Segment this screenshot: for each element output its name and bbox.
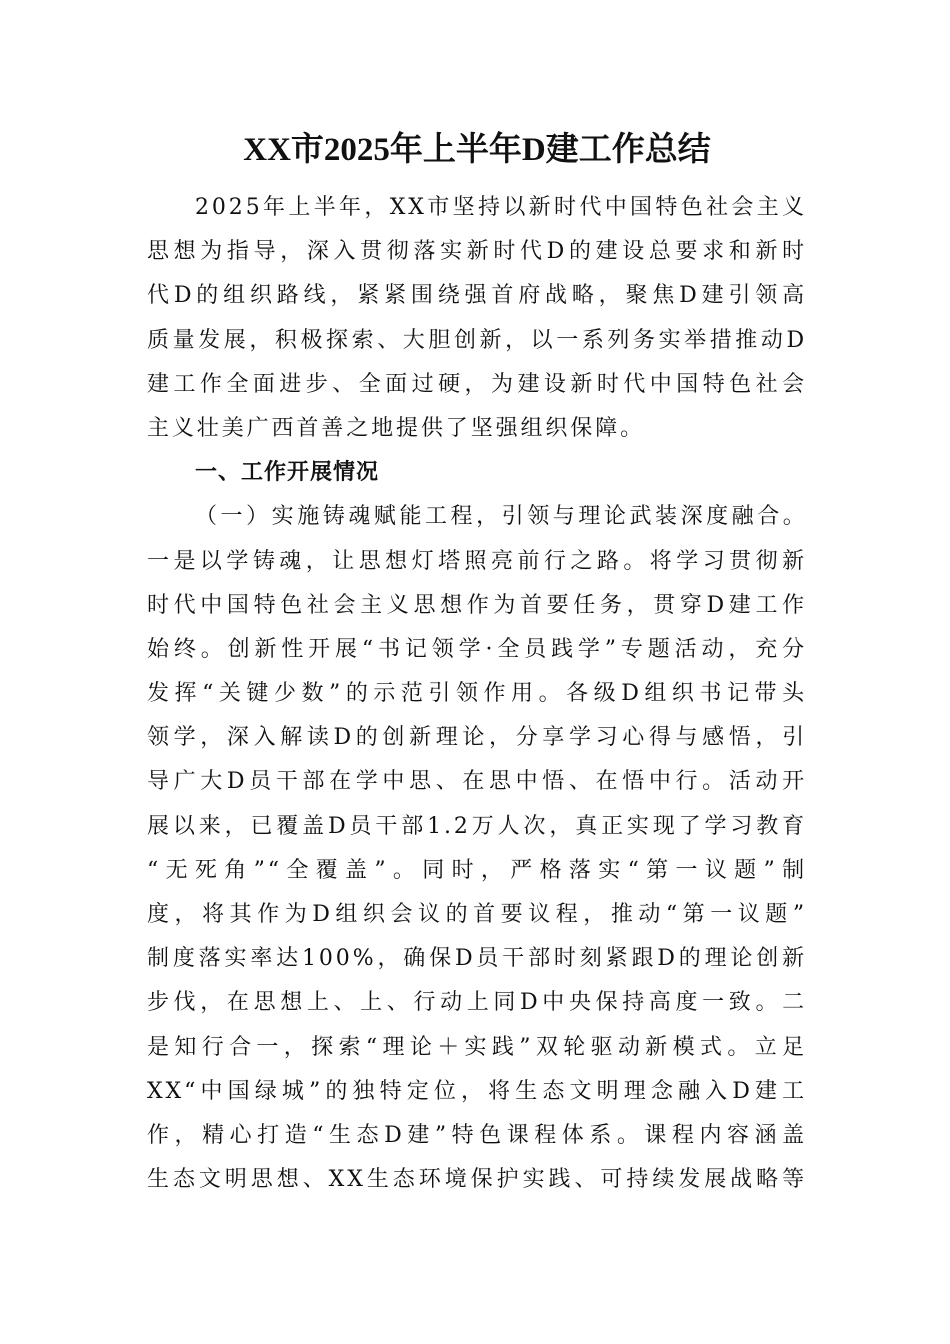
text-line: 展以来，已覆盖D员干部1.2万人次，真正实现了学习教育 bbox=[147, 813, 807, 839]
text-line: 思想为指导，深入贯彻落实新时代D的建设总要求和新时 bbox=[147, 239, 807, 265]
text-line: 代D的组织路线，紧紧围绕强首府战略，聚焦D建引领高 bbox=[147, 283, 807, 309]
text-line: 导广大D员干部在学中思、在思中悟、在悟中行。活动开 bbox=[147, 769, 807, 795]
text-line: 步伐，在思想上、上、行动上同D中央保持高度一致。二 bbox=[147, 990, 807, 1016]
text-line: 质量发展，积极探索、大胆创新，以一系列务实举措推动D bbox=[147, 327, 807, 353]
text-line: 作，精心打造“生态D建”特色课程体系。课程内容涵盖 bbox=[147, 1122, 807, 1148]
text-line: 是知行合一，探索“理论＋实践”双轮驱动新模式。立足 bbox=[147, 1034, 807, 1060]
text-line: 制度落实率达100%，确保D员干部时刻紧跟D的理论创新 bbox=[147, 946, 807, 972]
text-line: 发挥“关键少数”的示范引领作用。各级D组织书记带头 bbox=[147, 681, 807, 707]
text-line: 生态文明思想、XX生态环境保护实践、可持续发展战略等 bbox=[147, 1167, 807, 1193]
document-title: XX市2025年上半年D建工作总结 bbox=[243, 132, 711, 168]
intro-paragraph bbox=[147, 186, 807, 451]
text-line: 2025年上半年，XX市坚持以新时代中国特色社会主义 bbox=[195, 195, 807, 220]
text-line: 建工作全面进步、全面过硬，为建设新时代中国特色社会 bbox=[147, 371, 807, 397]
text-line: 主义壮美广西首善之地提供了坚强组织保障。 bbox=[147, 415, 646, 441]
subsection-paragraph bbox=[147, 495, 807, 1202]
text-line: 时代中国特色社会主义思想作为首要任务，贯穿D建工作 bbox=[147, 592, 807, 618]
text-line: XX“中国绿城”的独特定位，将生态文明理念融入D建工 bbox=[147, 1078, 807, 1104]
text-line: 始终。创新性开展“书记领学·全员践学”专题活动，充分 bbox=[147, 636, 807, 662]
text-line: 领学，深入解读D的创新理论，分享学习心得与感悟，引 bbox=[147, 725, 807, 751]
text-line: 一是以学铸魂，让思想灯塔照亮前行之路。将学习贯彻新 bbox=[147, 548, 807, 574]
section-heading: 一、工作开展情况 bbox=[195, 460, 380, 486]
text-line: 度，将其作为D组织会议的首要议程，推动“第一议题” bbox=[147, 902, 807, 928]
document-page bbox=[147, 124, 807, 1202]
subsection-heading: （一）实施铸魂赋能工程，引领与理论武装深度融合。 bbox=[195, 504, 807, 530]
text-line: “无死角”“全覆盖”。同时，严格落实“第一议题”制 bbox=[147, 857, 807, 883]
